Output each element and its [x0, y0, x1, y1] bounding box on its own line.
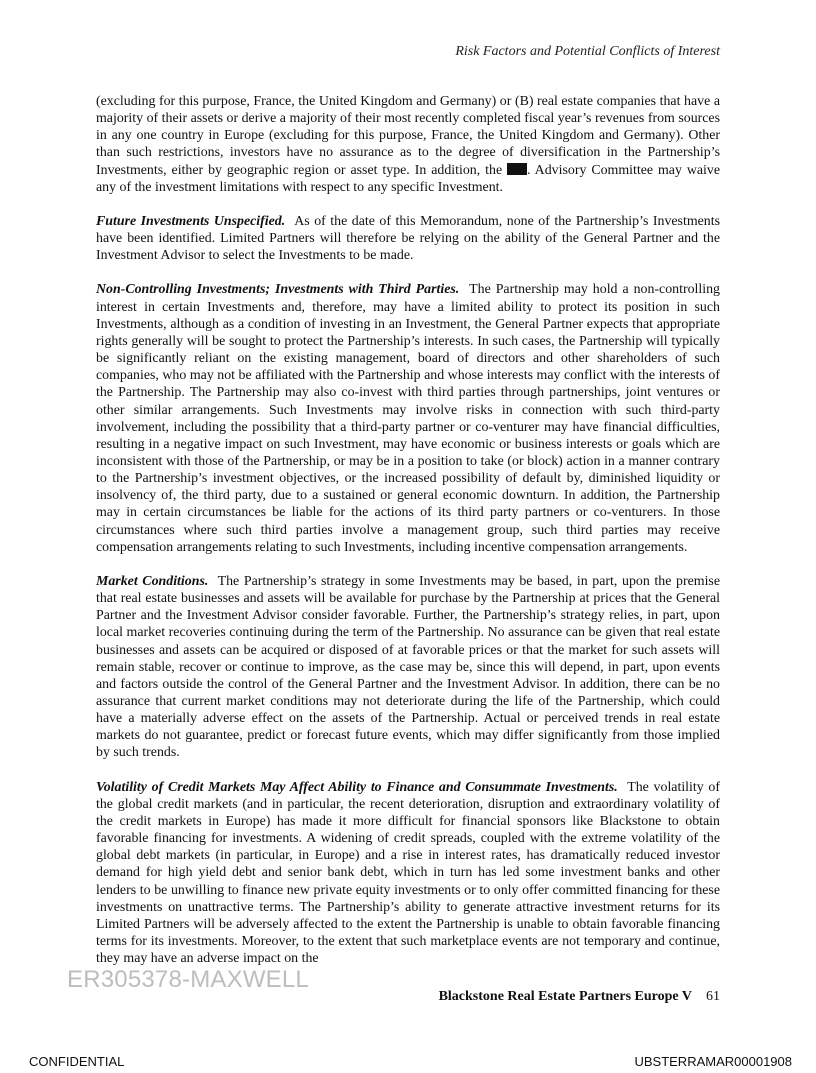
- paragraph-text: . Advisory Committee may waive any of the investment limitations with respect to any specific Investment.: [96, 162, 720, 195]
- paragraph-future-investments: [96, 213, 720, 264]
- bates-number: UBSTERRAMAR00001908: [634, 1054, 792, 1069]
- footer-document-title: [439, 989, 720, 1005]
- page-number: 61: [706, 989, 720, 1004]
- body-text: [96, 93, 720, 984]
- confidential-label: CONFIDENTIAL: [29, 1054, 125, 1069]
- paragraph-credit-markets: [96, 779, 720, 968]
- paragraph-text: The volatility of the global credit markets (and in particular, the recent deterioration, disruption and extraordinary volatility of the credit markets in Europe) has made it more difficult for financial sponsors like Blackstone to obtain favorable financing for investments. A widening of credit spreads, coupled with the extreme volatility of the global debt markets (in particular, in Europe) and a rise in interest rates, has dramatically reduced investor demand for high yield debt and senior bank debt, which in turn has led some investment banks and other lenders to be unwilling to finance new private equity investments or to only offer committed financing for these investments on unattractive terms. The Partnership’s ability to generate attractive investment returns for its Limited Partners will be adversely affected to the extent the Partnership is unable to obtain favorable financing terms for its investments. Moreover, to the extent that such marketplace events are not temporary and continue, they may have an adverse impact on the: [96, 779, 720, 967]
- paragraph-text: (excluding for this purpose, France, the United Kingdom and Germany) or (B) real estate companies that have a majority of their assets or derive a majority of their most recently completed fiscal year’s revenues from sources in any one country in Europe (excluding for this purpose, France, the United Kingdom and Germany). Other than such restrictions, investors have no assurance as to the degree of diversification in the Partnership’s Investments, either by geographic region or asset type. In addition, the: [96, 94, 720, 178]
- paragraph-text: As of the date of this Memorandum, none of the Partnership’s Investments have been identified. Limited Partners will therefore be relying on the ability of the General Partner and the Investment Advisor to select the Investments to be made.: [96, 213, 721, 264]
- exhibit-stamp: ER305378-MAXWELL: [67, 966, 309, 993]
- paragraph-market-conditions: [96, 573, 720, 762]
- section-heading: Market Conditions.: [96, 573, 209, 589]
- section-heading: Volatility of Credit Markets May Affect Ability to Finance and Consummate Investments.: [96, 779, 618, 795]
- redaction-block: [507, 163, 527, 175]
- paragraph-text: The Partnership may hold a non-controlling interest in certain Investments and, therefore, may have a limited ability to protect its position in such Investments, although as a condition of investing in an Investment, the General Partner expects that appropriate rights generally will be sought to protect the Partnership’s interests. In such cases, the Partnership will typically be significantly reliant on the existing management, board of directors and other shareholders of such companies, who may not be affiliated with the Partnership and whose interests may conflict with the interests of the Partnership. The Partnership may also co-invest with third parties through partnerships, joint ventures or other similar arrangements. Such Investments may involve risks in connection with such third-party involvement, including the possibility that a third-party partner or co-venturer may have financial difficulties, resulting in a negative impact on such Investment, may have economic or business interests or goals which are inconsistent with those of the Partnership, or may be in a position to take (or block) action in a manner contrary to the Partnership’s investment objectives, or the increased possibility of default by, diminished liquidity or insolvency of, the third party, due to a sustained or general economic downturn. In addition, the Partnership may in certain circumstances be liable for the actions of its third party partners or co-venturers. In those circumstances where such third parties involve a management group, such third parties may receive compensation arrangements relating to such Investments, including incentive compensation arrangements.: [96, 282, 720, 555]
- paragraph-continued: [96, 93, 720, 196]
- paragraph-text: The Partnership’s strategy in some Investments may be based, in part, upon the premise that real estate businesses and assets will be available for purchase by the Partnership at prices that the General Partner and the Investment Advisor consider favorable. Further, the Partnership’s strategy relies, in part, upon local market recoveries continuing during the term of the Partnership. No assurance can be given that real estate businesses and assets can be acquired or disposed of at favorable prices or that the market for such assets will remain stable, recover or continue to improve, as the case may be, since this will depend, in part, upon events and factors outside the control of the General Partner and the Investment Advisor. In addition, there can be no assurance that current market conditions may not deteriorate during the life of the Partnership, which could have a materially adverse effect on the assets of the Partnership. Actual or perceived trends in real estate markets do not guarantee, predict or forecast future events, which may differ significantly from those implied by such trends.: [96, 573, 720, 761]
- paragraph-non-controlling: [96, 281, 720, 556]
- section-heading: Non-Controlling Investments; Investments with Third Parties.: [96, 282, 460, 298]
- section-heading: Future Investments Unspecified.: [96, 213, 286, 229]
- footer-title-text: Blackstone Real Estate Partners Europe V: [438, 989, 692, 1004]
- running-header: Risk Factors and Potential Conflicts of Interest: [455, 44, 720, 59]
